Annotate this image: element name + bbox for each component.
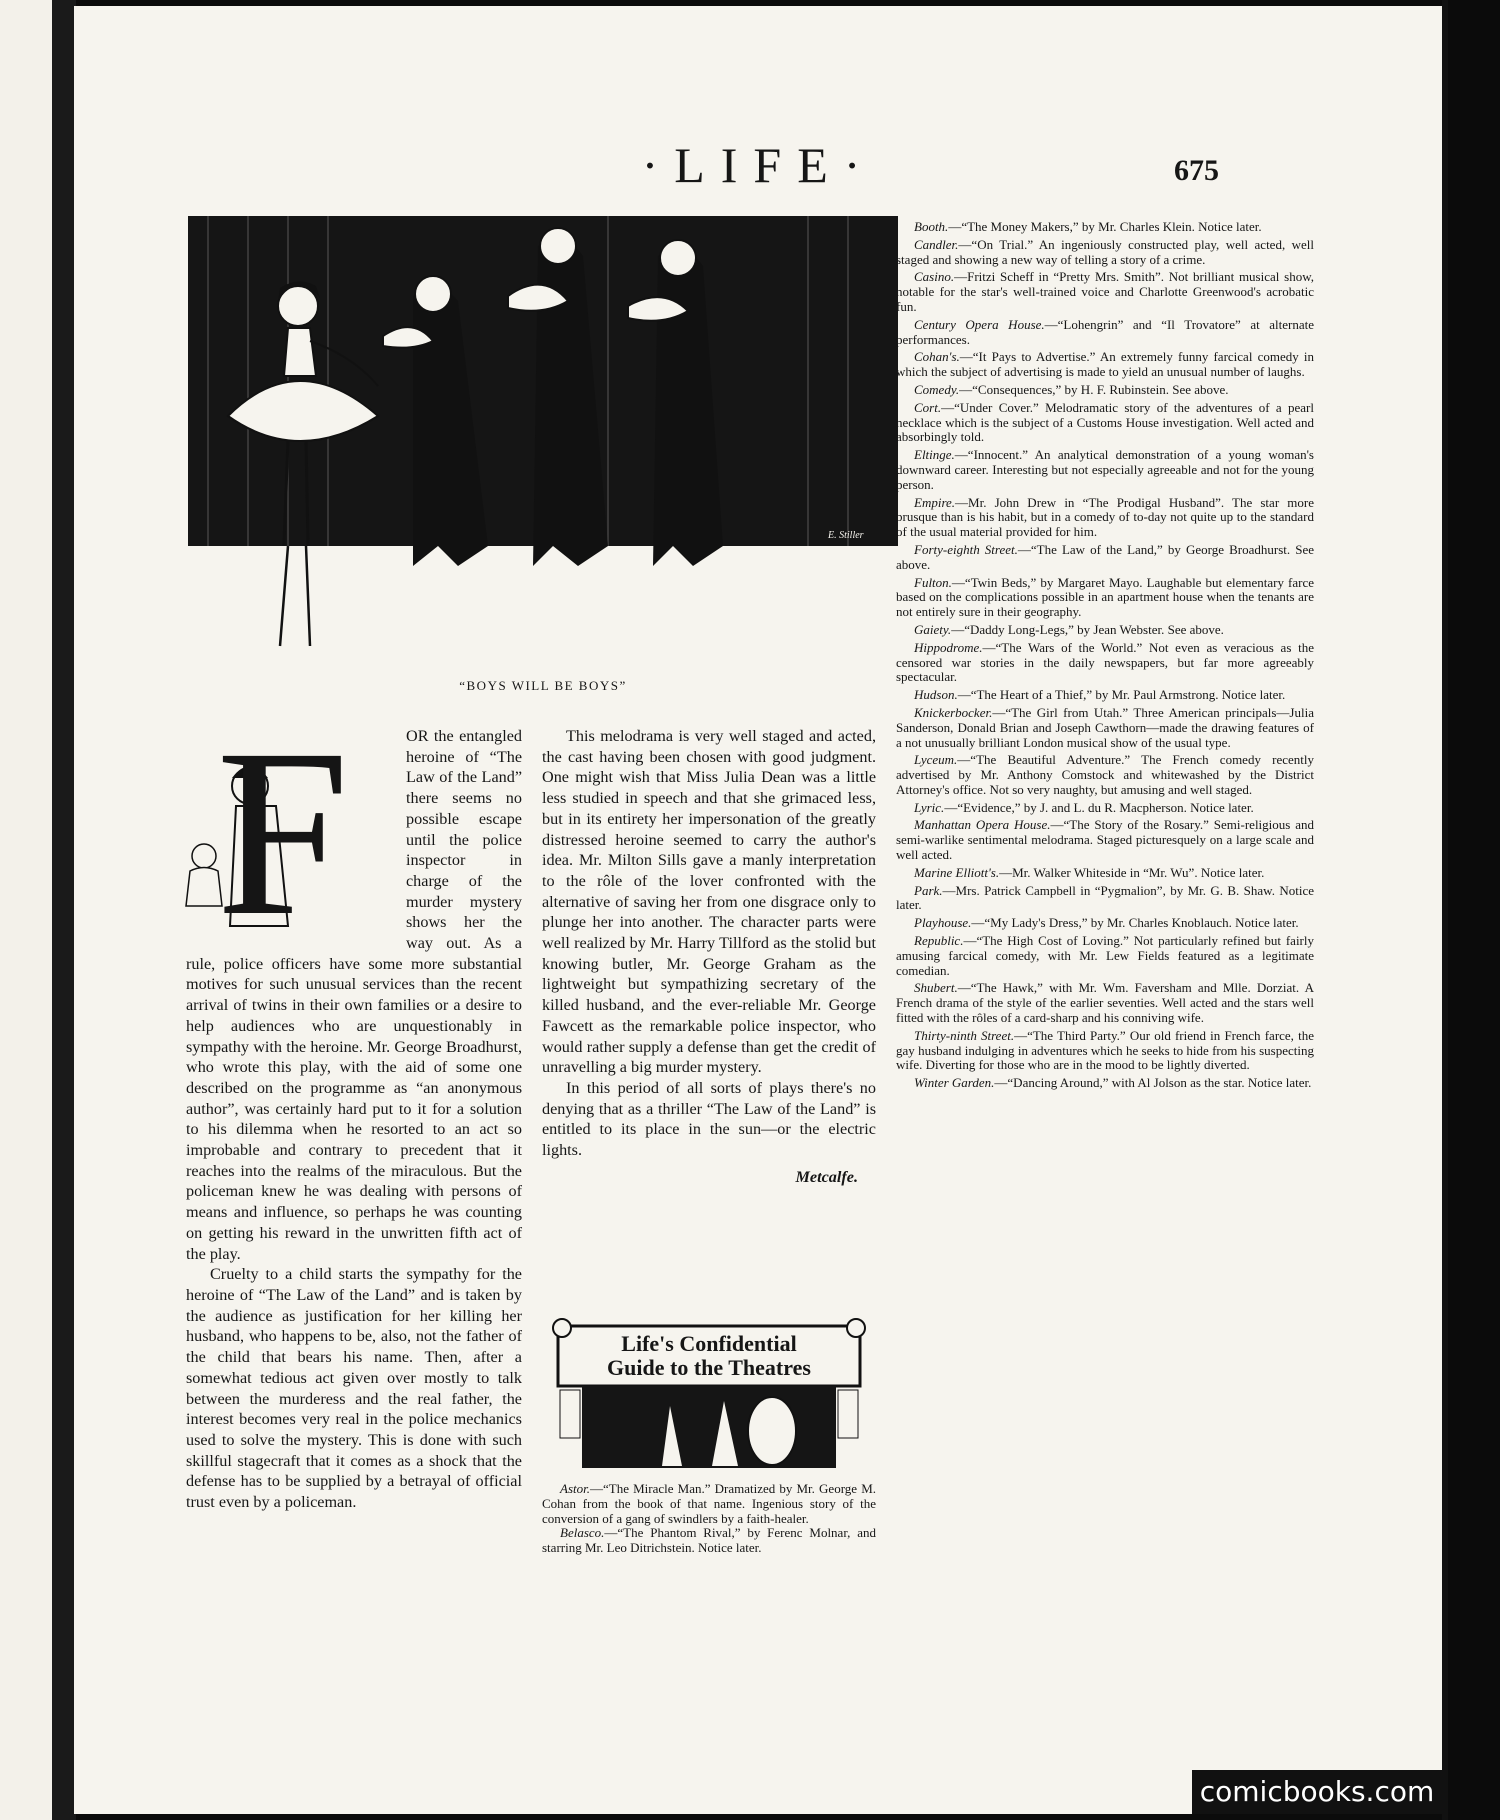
guide-entry: Playhouse.—“My Lady's Dress,” by Mr. Charles Knoblauch. Notice later. (914, 915, 1299, 931)
watermark: comicbooks.com (1192, 1770, 1442, 1814)
guide-entry: Lyric.—“Evidence,” by J. and L. du R. Macpherson. Notice later. (914, 799, 1254, 815)
guide-entry: Eltinge.—“Innocent.” An analytical demonstration of a young woman's downward career. Interesting but not especially agreeable and not for the young person. (896, 447, 1314, 492)
magazine-page (74, 6, 1444, 1814)
review-column-2 (542, 726, 876, 1187)
page-gutter (52, 0, 76, 1820)
dropcap-letter: F (216, 699, 350, 965)
review-column-1 (186, 699, 522, 1513)
guide-entry: Lyceum.—“The Beautiful Adventure.” The French comedy recently advertised by Mr. Anthony Comstock and whitewashed by the District Attorney's office. Not so very naughty, but amusing and well staged. (896, 752, 1314, 797)
theatre-guide-title: Life's Confidential Guide to the Theatres (607, 1331, 811, 1380)
guide-entry: Thirty-ninth Street.—“The Third Party.” Our old friend in French farce, the gay husband indulging in adventures which he seeks to hide from his suspecting wife. Diverting for those who are in the mood to be lightly diverted. (896, 1027, 1314, 1073)
guide-entry: Cohan's.—“It Pays to Advertise.” An extremely funny farcical comedy in which the subject of advertising is made to yield an unusual number of laughs. (896, 349, 1314, 380)
cartoon-signature: E. Stiller (828, 530, 864, 541)
theatre-guide-entries-right (896, 220, 1314, 1094)
guide-entry: Knickerbocker.—“The Girl from Utah.” Three American principals—Julia Sanderson, Donald Brian and Joseph Cawthorn—made the drawing features of a not unusually brilliant London musical show of the usual type. (896, 704, 1314, 750)
guide-entry: Booth.—“The Money Makers,” by Mr. Charles Klein. Notice later. (914, 219, 1262, 234)
guide-entry: Belasco.—“The Phantom Rival,” by Ferenc Molnar, and starring Mr. Leo Ditrichstein. Notice later. (542, 1525, 876, 1556)
guide-entry: Comedy.—“Consequences,” by H. F. Rubinstein. See above. (914, 381, 1229, 397)
review-paragraph: Cruelty to a child starts the sympathy for the heroine of “The Law of the Land” and is taken by the audience as justification for her killing her husband, who happens to be, also, not the father of the child that bears his name. Then, after a somewhat tedious act given over mostly to talk between the murderess and the real father, the interest becomes very real in the police mechanics used to solve the mystery. This is done with such skillful stagecraft that it comes as a shock that the defense has to be supplied by a betrayal of official trust even by a policeman. (186, 1265, 522, 1512)
guide-entry: Republic.—“The High Cost of Loving.” Not particularly refined but fairly amusing farcical comedy, with Mr. Lew Fields featured as a legitimate comedian. (896, 933, 1314, 978)
cartoon-caption: “BOYS WILL BE BOYS” (459, 678, 627, 693)
guide-entry: Shubert.—“The Hawk,” with Mr. Wm. Faversham and Mlle. Dorziat. A French drama of the style of the earlier seventies. Well acted and the stars well fitted with the rôles of a card-sharp and his conniving wife. (896, 980, 1314, 1026)
guide-entry: Park.—Mrs. Patrick Campbell in “Pygmalion”, by Mr. G. B. Shaw. Notice later. (896, 882, 1314, 913)
guide-entry: Hudson.—“The Heart of a Thief,” by Mr. Paul Armstrong. Notice later. (914, 687, 1286, 703)
dropcap-illustration (176, 699, 398, 965)
review-paragraph: This melodrama is very well staged and acted, the cast having been chosen with good judgment. One might wish that Miss Julia Dean was a little less studied in speech and that she grimaced less, but in its entirety her impersonation of the greatly distressed heroine seemed to carry the author's idea. Mr. Milton Sills gave a manly interpretation to the rôle of the lover confronted with the alternative of saving her from one disgrace only to plunge her into another. The character parts were well realized by Mr. Harry Tillford as the stolid but knowing butler, Mr. George Graham as the lightweight but sympathizing secretary of the killed husband, and the ever-reliable Mr. George Fawcett as the remarkable police inspector, who would rather supply a defense than get the credit of unravelling a big murder mystery. (542, 727, 876, 1077)
guide-entry: Cort.—“Under Cover.” Melodramatic story of the adventures of a pearl necklace which is the subject of a Customs House investigation. Well acted and absorbingly told. (896, 399, 1314, 445)
guide-entry: Empire.—Mr. John Drew in “The Prodigal Husband”. The star more brusque than is his habit, but in a comedy of to-day not quite up to the standard of the usual material provided for him. (896, 494, 1314, 540)
masthead: ·LIFE· (641, 137, 877, 193)
review-paragraph: OR the entangled heroine of “The Law of the Land” there seems no possible escape until the police inspector in charge of the murder mystery shows her the way out. As a rule, police officers have some more substantial motives for such unusual services than the recent arrival of twins in their own families or a desire to help audiences who are unquestionably in sympathy with the heroine. Mr. George Broadhurst, who wrote this play, with the aid of some one described on the programme as “an anonymous author”, was certainly hard put to it for a solution to his dilemma when he resorted to an act so improbable and contrary to precedent that it reaches into the realms of the miraculous. But the policeman knew he was dealing with persons of means and influence, so perhaps he was counting on getting his reward in the unwritten fifth act of the play. (186, 727, 522, 1263)
guide-entry: Marine Elliott's.—Mr. Walker Whiteside in “Mr. Wu”. Notice later. (914, 864, 1265, 880)
theatre-guide-entries-left (542, 1482, 876, 1556)
guide-entry: Hippodrome.—“The Wars of the World.” Not even as veracious as the censored war stories in the daily newspapers, but far more agreeably spectacular. (896, 639, 1314, 685)
gentlemen-figures (383, 228, 723, 566)
guide-entry: Forty-eighth Street.—“The Law of the Land,” by George Broadhurst. See above. (896, 541, 1314, 572)
guide-entry: Astor.—“The Miracle Man.” Dramatized by Mr. George M. Cohan from the book of that name. Ingenious story of the conversion of a gang of swindlers by a faith-healer. (542, 1481, 876, 1526)
guide-entry: Casino.—Fritzi Scheff in “Pretty Mrs. Smith”. Not brilliant musical show, notable for the star's well-trained voice and Charlotte Greenwood's acrobatic fun. (896, 269, 1314, 314)
guide-entry: Gaiety.—“Daddy Long-Legs,” by Jean Webster. See above. (914, 621, 1224, 637)
guide-entry: Candler.—“On Trial.” An ingeniously constructed play, well acted, well staged and showing a new way of telling a story of a crime. (896, 236, 1314, 267)
left-page-edge (0, 0, 60, 1820)
page-right-border (1442, 0, 1448, 1820)
guide-entry: Century Opera House.—“Lohengrin” and “Il Trovatore” at alternate performances. (896, 316, 1314, 347)
guide-entry: Winter Garden.—“Dancing Around,” with Al Jolson as the star. Notice later. (914, 1075, 1312, 1091)
guide-entry: Fulton.—“Twin Beds,” by Margaret Mayo. Laughable but elementary farce based on the complications possible in an apartment house when the tenants are not entirely sure in their geography. (896, 574, 1314, 620)
cartoon-illustration (188, 216, 898, 686)
page-number: 675 (1174, 154, 1219, 187)
review-paragraph: In this period of all sorts of plays there's no denying that as a thriller “The Law of the Land” is entitled to its place in the sun—or the electric lights. (542, 1078, 876, 1160)
guide-entry: Manhattan Opera House.—“The Story of the Rosary.” Semi-religious and semi-warlike sentimental melodrama. Staged picturesquely on a large scale and well acted. (896, 817, 1314, 863)
review-signature: Metcalfe. (795, 1167, 858, 1186)
